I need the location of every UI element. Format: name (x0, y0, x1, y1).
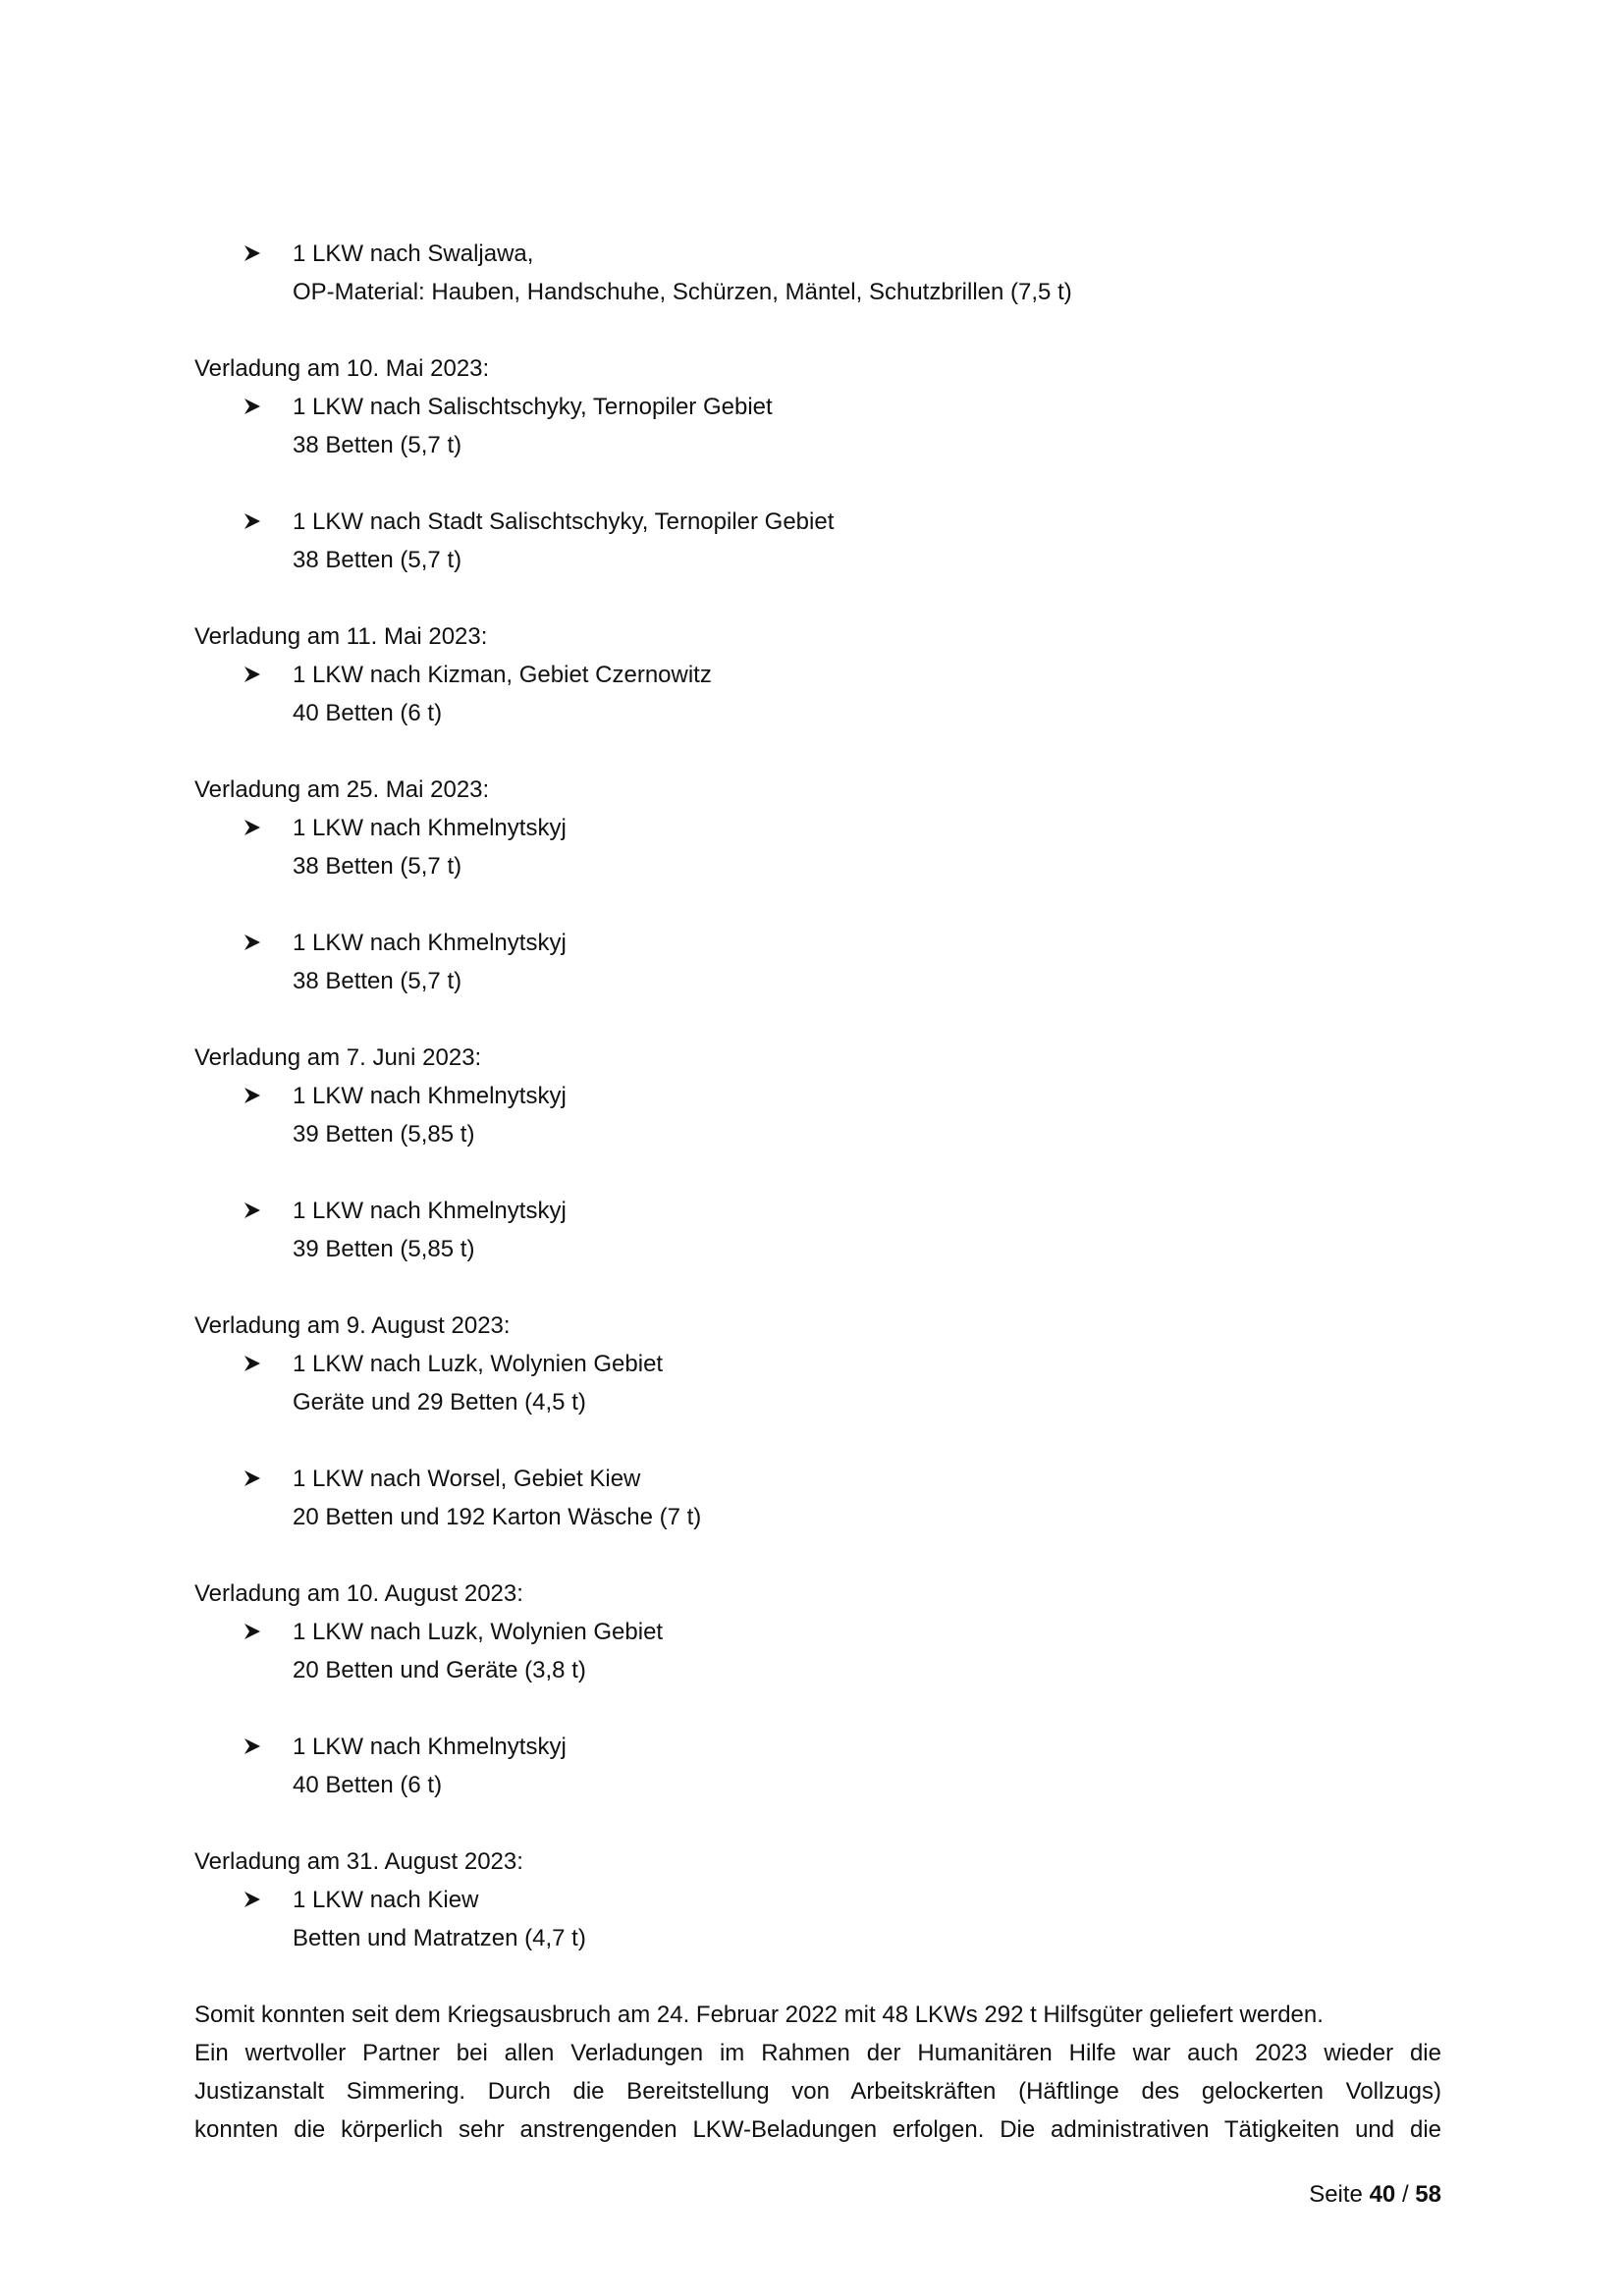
entry-title: 1 LKW nach Khmelnytskyj (293, 1083, 567, 1109)
entry-detail: Geräte und 29 Betten (4,5 t) (293, 1389, 586, 1415)
arrow-bullet-icon (244, 1345, 263, 1383)
section-heading: Verladung am 25. Mai 2023: (194, 776, 490, 803)
arrow-bullet-icon (244, 503, 263, 541)
entry-detail: 39 Betten (5,85 t) (293, 1236, 475, 1262)
page-number (1309, 2175, 1441, 2214)
paragraph-line: konnten die körperlich sehr anstrengenden LKW-Beladungen erfolgen. Die administrativen Tätigkeiten und die (194, 2116, 1441, 2143)
list-item (194, 388, 1441, 464)
list-item (194, 656, 1441, 732)
entry-title: 1 LKW nach Khmelnytskyj (293, 1734, 567, 1760)
section-heading: Verladung am 31. August 2023: (194, 1848, 523, 1875)
entry-title: 1 LKW nach Worsel, Gebiet Kiew (293, 1466, 641, 1492)
entry-detail: 38 Betten (5,7 t) (293, 547, 462, 573)
list-item (194, 1192, 1441, 1268)
entry-detail: 38 Betten (5,7 t) (293, 853, 462, 880)
entry-title: 1 LKW nach Salischtschyky, Ternopiler Gebiet (293, 394, 773, 420)
entry-detail: OP-Material: Hauben, Handschuhe, Schürzen, Mäntel, Schutzbrillen (7,5 t) (293, 279, 1072, 305)
section-heading: Verladung am 10. August 2023: (194, 1580, 523, 1607)
entry-detail: 20 Betten und 192 Karton Wäsche (7 t) (293, 1504, 702, 1530)
page-content (194, 235, 1441, 2149)
entry-title: 1 LKW nach Luzk, Wolynien Gebiet (293, 1619, 664, 1645)
arrow-bullet-icon (244, 924, 263, 962)
loading-section (194, 1575, 1441, 1804)
entry-title: 1 LKW nach Khmelnytskyj (293, 1198, 567, 1224)
entry-title: 1 LKW nach Luzk, Wolynien Gebiet (293, 1351, 664, 1377)
section-heading: Verladung am 11. Mai 2023: (194, 623, 488, 650)
list-item (194, 503, 1441, 579)
list-item (194, 1881, 1441, 1957)
arrow-bullet-icon (244, 235, 263, 273)
loading-section (194, 349, 1441, 579)
arrow-bullet-icon (244, 1881, 263, 1919)
list-item (194, 1728, 1441, 1804)
entry-detail: 39 Betten (5,85 t) (293, 1121, 475, 1148)
entry-title: 1 LKW nach Khmelnytskyj (293, 930, 567, 956)
arrow-bullet-icon (244, 1613, 263, 1651)
section-heading: Verladung am 7. Juni 2023: (194, 1044, 482, 1071)
arrow-bullet-icon (244, 1192, 263, 1230)
arrow-bullet-icon (244, 1460, 263, 1498)
arrow-bullet-icon (244, 1728, 263, 1766)
entry-detail: Betten und Matratzen (4,7 t) (293, 1925, 586, 1951)
list-item (194, 1460, 1441, 1536)
paragraph-line: Ein wertvoller Partner bei allen Verladungen im Rahmen der Humanitären Hilfe war auch 2023 wieder die (194, 2040, 1441, 2066)
entry-detail: 38 Betten (5,7 t) (293, 432, 462, 458)
entry-title: 1 LKW nach Kizman, Gebiet Czernowitz (293, 662, 712, 688)
section-heading: Verladung am 10. Mai 2023: (194, 355, 490, 382)
loading-section (194, 617, 1441, 732)
total-pages: 58 (1415, 2181, 1441, 2208)
arrow-bullet-icon (244, 388, 263, 426)
loading-section (194, 1039, 1441, 1268)
entry-title: 1 LKW nach Swaljawa, (293, 240, 534, 267)
entry-title: 1 LKW nach Stadt Salischtschyky, Ternopiler Gebiet (293, 508, 835, 535)
summary-line: Somit konnten seit dem Kriegsausbruch am 24. Februar 2022 mit 48 LKWs 292 t Hilfsgüter geliefert werden. (194, 2002, 1324, 2028)
entry-detail: 38 Betten (5,7 t) (293, 968, 462, 994)
page-separator: / (1401, 2181, 1409, 2208)
list-item (194, 1345, 1441, 1421)
list-item (194, 235, 1441, 311)
entry-title: 1 LKW nach Kiew (293, 1887, 479, 1913)
list-item (194, 1077, 1441, 1153)
list-item (194, 1613, 1441, 1689)
entry-title: 1 LKW nach Khmelnytskyj (293, 815, 567, 841)
entry-detail: 40 Betten (6 t) (293, 1772, 443, 1798)
loading-section (194, 771, 1441, 1000)
paragraph-line: Justizanstalt Simmering. Durch die Bereitstellung von Arbeitskräften (Häftlinge des gelockerten Vollzugs) (194, 2078, 1441, 2105)
entry-detail: 40 Betten (6 t) (293, 700, 443, 726)
loading-section (194, 1307, 1441, 1536)
closing-paragraph (194, 1996, 1441, 2149)
arrow-bullet-icon (244, 656, 263, 694)
section-heading: Verladung am 9. August 2023: (194, 1312, 511, 1339)
entry-detail: 20 Betten und Geräte (3,8 t) (293, 1657, 586, 1683)
loading-section (194, 1842, 1441, 1957)
arrow-bullet-icon (244, 1077, 263, 1115)
current-page: 40 (1369, 2181, 1396, 2208)
list-item (194, 809, 1441, 885)
page-label: Seite (1309, 2181, 1363, 2208)
list-item (194, 924, 1441, 1000)
arrow-bullet-icon (244, 809, 263, 847)
